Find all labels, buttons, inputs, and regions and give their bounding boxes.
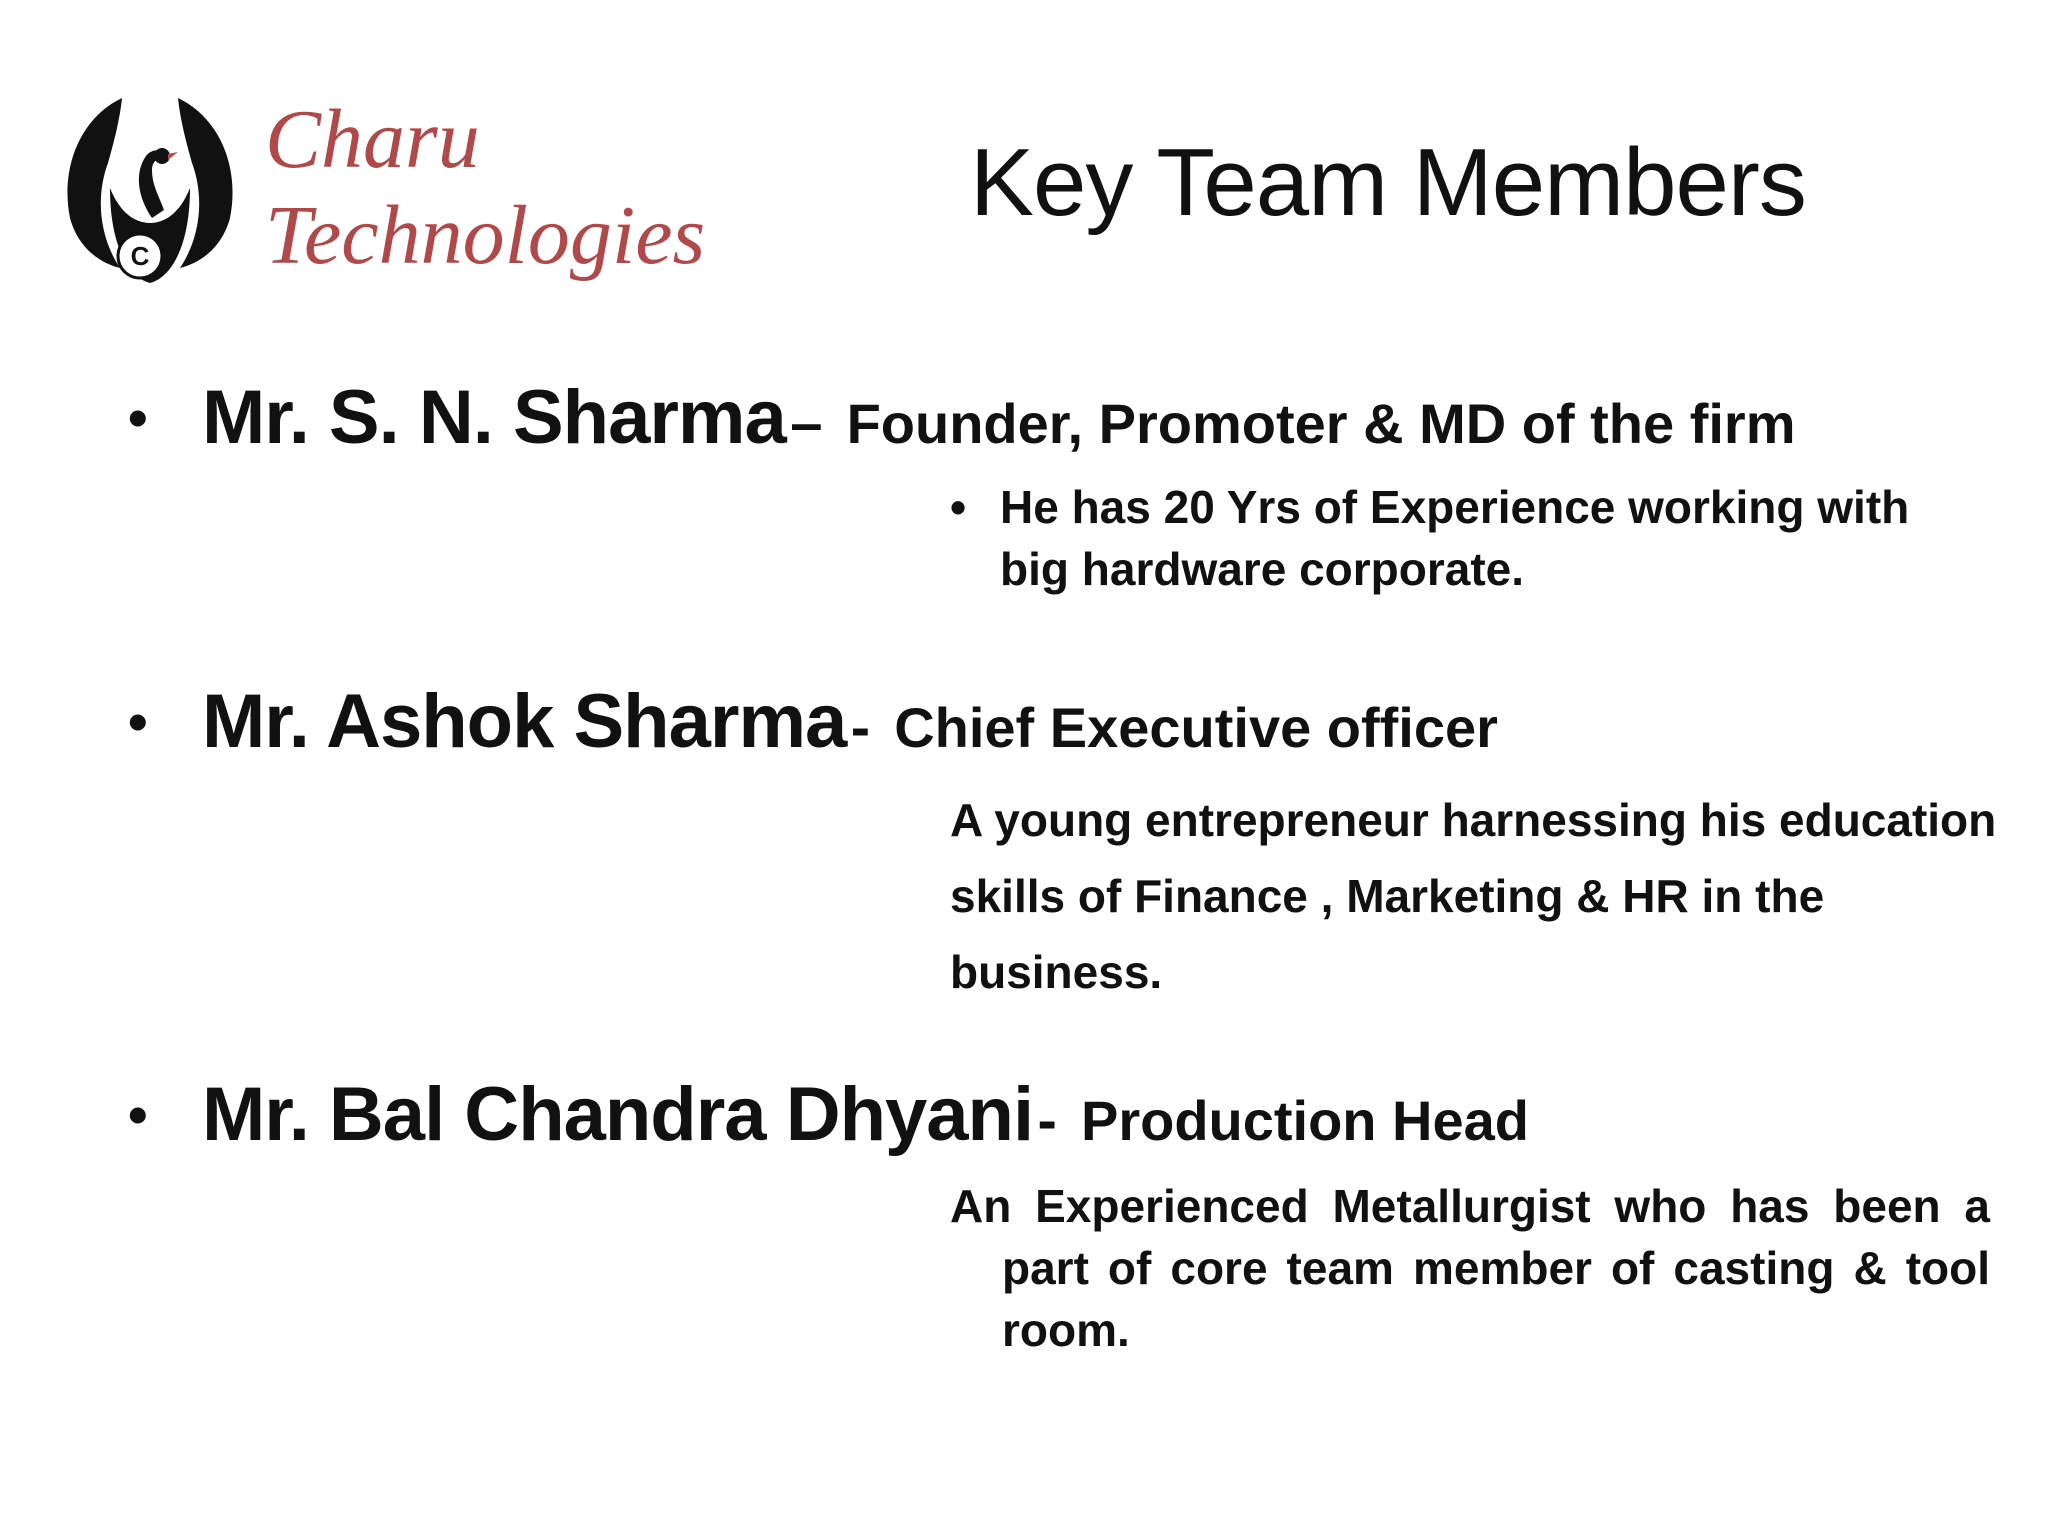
member-name: Mr. Bal Chandra Dhyani <box>202 1072 1034 1157</box>
member-description: A young entrepreneur harnessing his education skills of Finance , Marketing & HR in the business. <box>950 794 1997 998</box>
member-role: Founder, Promoter & MD of the firm <box>846 392 1796 455</box>
svg-text:C: C <box>130 241 150 271</box>
bullet-icon: • <box>128 1083 148 1146</box>
member-description <box>950 476 1990 600</box>
member-heading <box>128 672 1498 778</box>
logo-wordmark <box>265 92 705 284</box>
member-separator: – <box>790 391 839 456</box>
logo-line-2: Technologies <box>265 189 706 282</box>
logo-line-1: Charu <box>265 93 480 186</box>
member-separator: - <box>850 695 887 760</box>
bullet-icon: • <box>128 386 148 449</box>
sub-bullet-icon: • <box>950 481 967 533</box>
member-role: Production Head <box>1080 1089 1529 1152</box>
member-separator: - <box>1037 1088 1073 1153</box>
member-description: An Experienced Metallurgist who has been a part of core team member of casting & tool room. <box>950 1180 1990 1356</box>
member-name: Mr. Ashok Sharma <box>202 679 847 764</box>
bullet-icon: • <box>128 690 148 753</box>
swan-copyright-icon <box>60 78 240 298</box>
slide-title: Key Team Members <box>970 129 1806 236</box>
member-role: Chief Executive officer <box>894 696 1498 759</box>
member-name: Mr. S. N. Sharma <box>202 375 786 460</box>
member-heading <box>128 368 1796 474</box>
member-description-text: He has 20 Yrs of Experience working with big hardware corporate. <box>1000 481 1910 595</box>
company-logo <box>60 72 720 302</box>
member-heading <box>128 1065 1529 1171</box>
